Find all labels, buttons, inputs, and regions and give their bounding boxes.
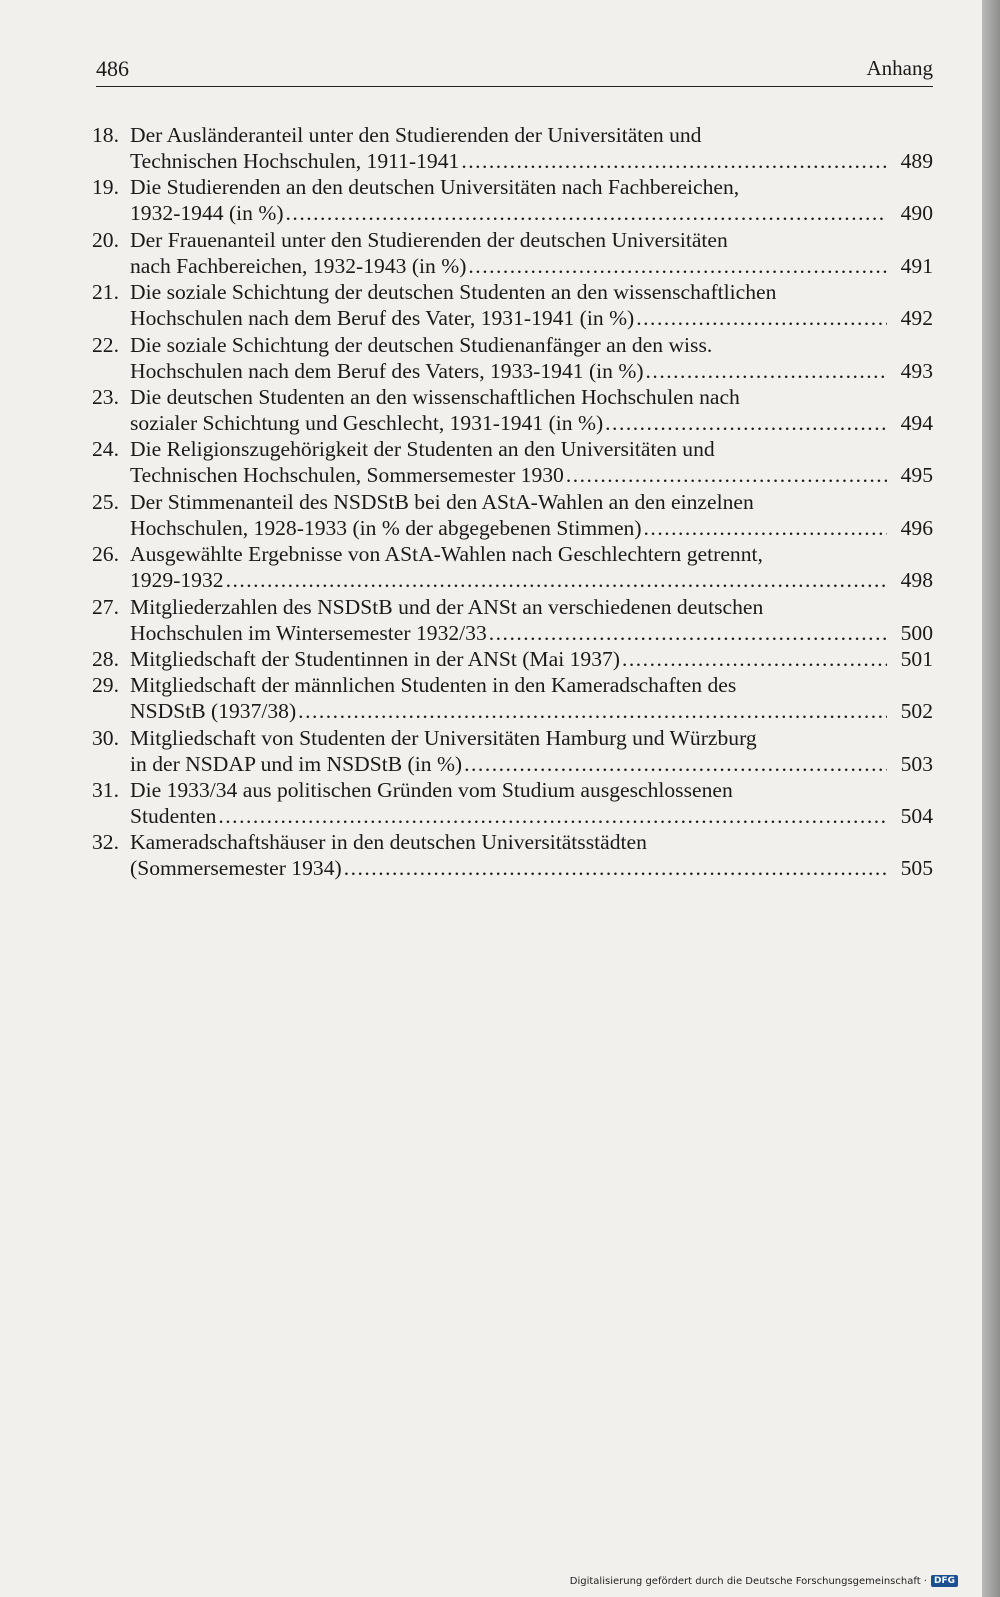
entry-number: 32.: [92, 830, 119, 855]
entry-number: 29.: [92, 673, 119, 698]
toc-entry: [92, 725, 933, 777]
entry-page-number: 494: [900, 410, 933, 435]
dot-leader: [286, 200, 887, 226]
dot-leader: [461, 148, 887, 174]
entry-page-number: 495: [900, 463, 933, 488]
entry-page-number: 491: [900, 253, 933, 278]
entry-title-line: Mitgliedschaft der Studentinnen in der ANSt (Mai 1937): [130, 646, 620, 671]
toc-entry: [92, 384, 933, 436]
entry-page-number: 502: [900, 699, 933, 724]
entry-title-line: Hochschulen im Wintersemester 1932/33: [130, 620, 487, 645]
entry-title-line: Ausgewählte Ergebnisse von AStA-Wahlen nach Geschlechtern getrennt,: [130, 542, 763, 567]
entry-page-number: 504: [900, 804, 933, 829]
toc-entry: [92, 279, 933, 331]
entry-page-number: 503: [900, 751, 933, 776]
toc-entry: [92, 332, 933, 384]
entry-title-line: Hochschulen, 1928-1933 (in % der abgegebenen Stimmen): [130, 515, 642, 540]
entry-title-line: sozialer Schichtung und Geschlecht, 1931-1941 (in %): [130, 410, 604, 435]
table-list: [92, 122, 933, 882]
entry-title: [130, 672, 933, 724]
entry-title-line: in der NSDAP und im NSDStB (in %): [130, 751, 463, 776]
dot-leader: [644, 515, 887, 541]
entry-last-line: [130, 646, 933, 672]
entry-title-line: Mitgliedschaft von Studenten der Universitäten Hamburg und Würzburg: [130, 725, 757, 750]
entry-title-line: Kameradschaftshäuser in den deutschen Universitätsstädten: [130, 830, 647, 855]
dot-leader: [464, 751, 887, 777]
entry-title-line: Technischen Hochschulen, Sommersemester 1930: [130, 463, 564, 488]
entry-title: [130, 279, 933, 331]
entry-number: 31.: [92, 778, 119, 803]
entry-title-line: Mitgliederzahlen des NSDStB und der ANSt an verschiedenen deutschen: [130, 594, 764, 619]
entry-last-line: [130, 305, 933, 331]
dot-leader: [298, 698, 887, 724]
entry-last-line: [130, 515, 933, 541]
entry-number: 24.: [92, 437, 119, 462]
entry-number: 27.: [92, 594, 119, 619]
entry-number: 22.: [92, 332, 119, 357]
dot-leader: [468, 253, 887, 279]
dot-leader: [636, 305, 887, 331]
entry-last-line: [130, 567, 933, 593]
entry-page-number: 493: [900, 358, 933, 383]
entry-title: [130, 725, 933, 777]
toc-entry: [92, 489, 933, 541]
entry-title-line: Die deutschen Studenten an den wissenschaftlichen Hochschulen nach: [130, 384, 740, 409]
dot-leader: [622, 646, 887, 672]
entry-title-line: Hochschulen nach dem Beruf des Vaters, 1933-1941 (in %): [130, 358, 644, 383]
entry-title-line: Die soziale Schichtung der deutschen Studienanfänger an den wiss.: [130, 332, 713, 357]
entry-title-line: 1929-1932: [130, 568, 224, 593]
entry-number: 30.: [92, 725, 119, 750]
entry-last-line: [130, 620, 933, 646]
entry-last-line: [130, 410, 933, 436]
entry-number: 28.: [92, 646, 119, 671]
entry-title: [130, 174, 933, 226]
entry-page-number: 492: [900, 306, 933, 331]
entry-title-line: nach Fachbereichen, 1932-1943 (in %): [130, 253, 467, 278]
entry-number: 26.: [92, 542, 119, 567]
entry-title: [130, 829, 933, 881]
dot-leader: [344, 855, 887, 881]
entry-number: 19.: [92, 175, 119, 200]
entry-title-line: Studenten: [130, 804, 217, 829]
entry-title: [130, 594, 933, 646]
page-number: 486: [96, 56, 129, 81]
page-header: [96, 56, 933, 87]
toc-entry: [92, 436, 933, 488]
dot-leader: [646, 358, 887, 384]
entry-number: 20.: [92, 227, 119, 252]
entry-title-line: Der Frauenanteil unter den Studierenden der deutschen Universitäten: [130, 227, 728, 252]
entry-last-line: [130, 751, 933, 777]
dot-leader: [226, 567, 887, 593]
entry-number: 25.: [92, 489, 119, 514]
entry-title: [130, 384, 933, 436]
entry-title-line: 1932-1944 (in %): [130, 201, 284, 226]
entry-title-line: Die Studierenden an den deutschen Universitäten nach Fachbereichen,: [130, 175, 740, 200]
toc-entry: [92, 541, 933, 593]
entry-title-line: (Sommersemester 1934): [130, 856, 342, 881]
entry-last-line: [130, 253, 933, 279]
entry-title: [130, 122, 933, 174]
entry-title-line: NSDStB (1937/38): [130, 699, 297, 724]
scan-edge: [982, 0, 1000, 1597]
entry-title: [130, 777, 933, 829]
entry-title: [130, 489, 933, 541]
entry-number: 18.: [92, 123, 119, 147]
dot-leader: [218, 803, 887, 829]
dot-leader: [605, 410, 887, 436]
entry-title-line: Der Ausländeranteil unter den Studierenden der Universitäten und: [130, 123, 702, 147]
entry-last-line: [130, 358, 933, 384]
toc-entry: [92, 594, 933, 646]
entry-title: [130, 436, 933, 488]
entry-title-line: Technischen Hochschulen, 1911-1941: [130, 149, 460, 173]
dfg-logo-icon: DFG: [931, 1575, 958, 1587]
dot-leader: [489, 620, 887, 646]
toc-entry: [92, 174, 933, 226]
entry-page-number: 490: [900, 201, 933, 226]
entry-title-line: Mitgliedschaft der männlichen Studenten in den Kameradschaften des: [130, 673, 737, 698]
dot-leader: [566, 462, 887, 488]
entry-last-line: [130, 462, 933, 488]
entry-title-line: Die Religionszugehörigkeit der Studenten an den Universitäten und: [130, 437, 715, 462]
entry-last-line: [130, 200, 933, 226]
entry-title-line: Hochschulen nach dem Beruf des Vater, 1931-1941 (in %): [130, 306, 635, 331]
toc-entry: [92, 829, 933, 881]
entry-last-line: [130, 698, 933, 724]
entry-title: [130, 646, 933, 672]
entry-title: [130, 227, 933, 279]
entry-number: 21.: [92, 280, 119, 305]
toc-entry: [92, 672, 933, 724]
entry-number: 23.: [92, 384, 119, 409]
entry-title-line: Die 1933/34 aus politischen Gründen vom Studium ausgeschlossenen: [130, 778, 733, 803]
digitization-footer: [570, 1575, 958, 1587]
entry-page-number: 498: [900, 568, 933, 593]
entry-title-line: Die soziale Schichtung der deutschen Studenten an den wissenschaftlichen: [130, 280, 777, 305]
toc-entry: [92, 646, 933, 672]
entry-page-number: 501: [900, 646, 933, 671]
footer-text: Digitalisierung gefördert durch die Deutsche Forschungsgemeinschaft ·: [569, 1575, 927, 1587]
entry-page-number: 505: [900, 856, 933, 881]
entry-page-number: 500: [900, 620, 933, 645]
entry-last-line: [130, 803, 933, 829]
entry-last-line: [130, 855, 933, 881]
toc-entry: [92, 777, 933, 829]
entry-title: [130, 332, 933, 384]
running-head: Anhang: [866, 56, 933, 80]
toc-entry: [92, 122, 933, 174]
entry-page-number: 489: [900, 149, 933, 173]
entry-last-line: [130, 148, 933, 174]
entry-title: [130, 541, 933, 593]
entry-page-number: 496: [900, 515, 933, 540]
entry-title-line: Der Stimmenanteil des NSDStB bei den AStA-Wahlen an den einzelnen: [130, 489, 754, 514]
toc-entry: [92, 227, 933, 279]
